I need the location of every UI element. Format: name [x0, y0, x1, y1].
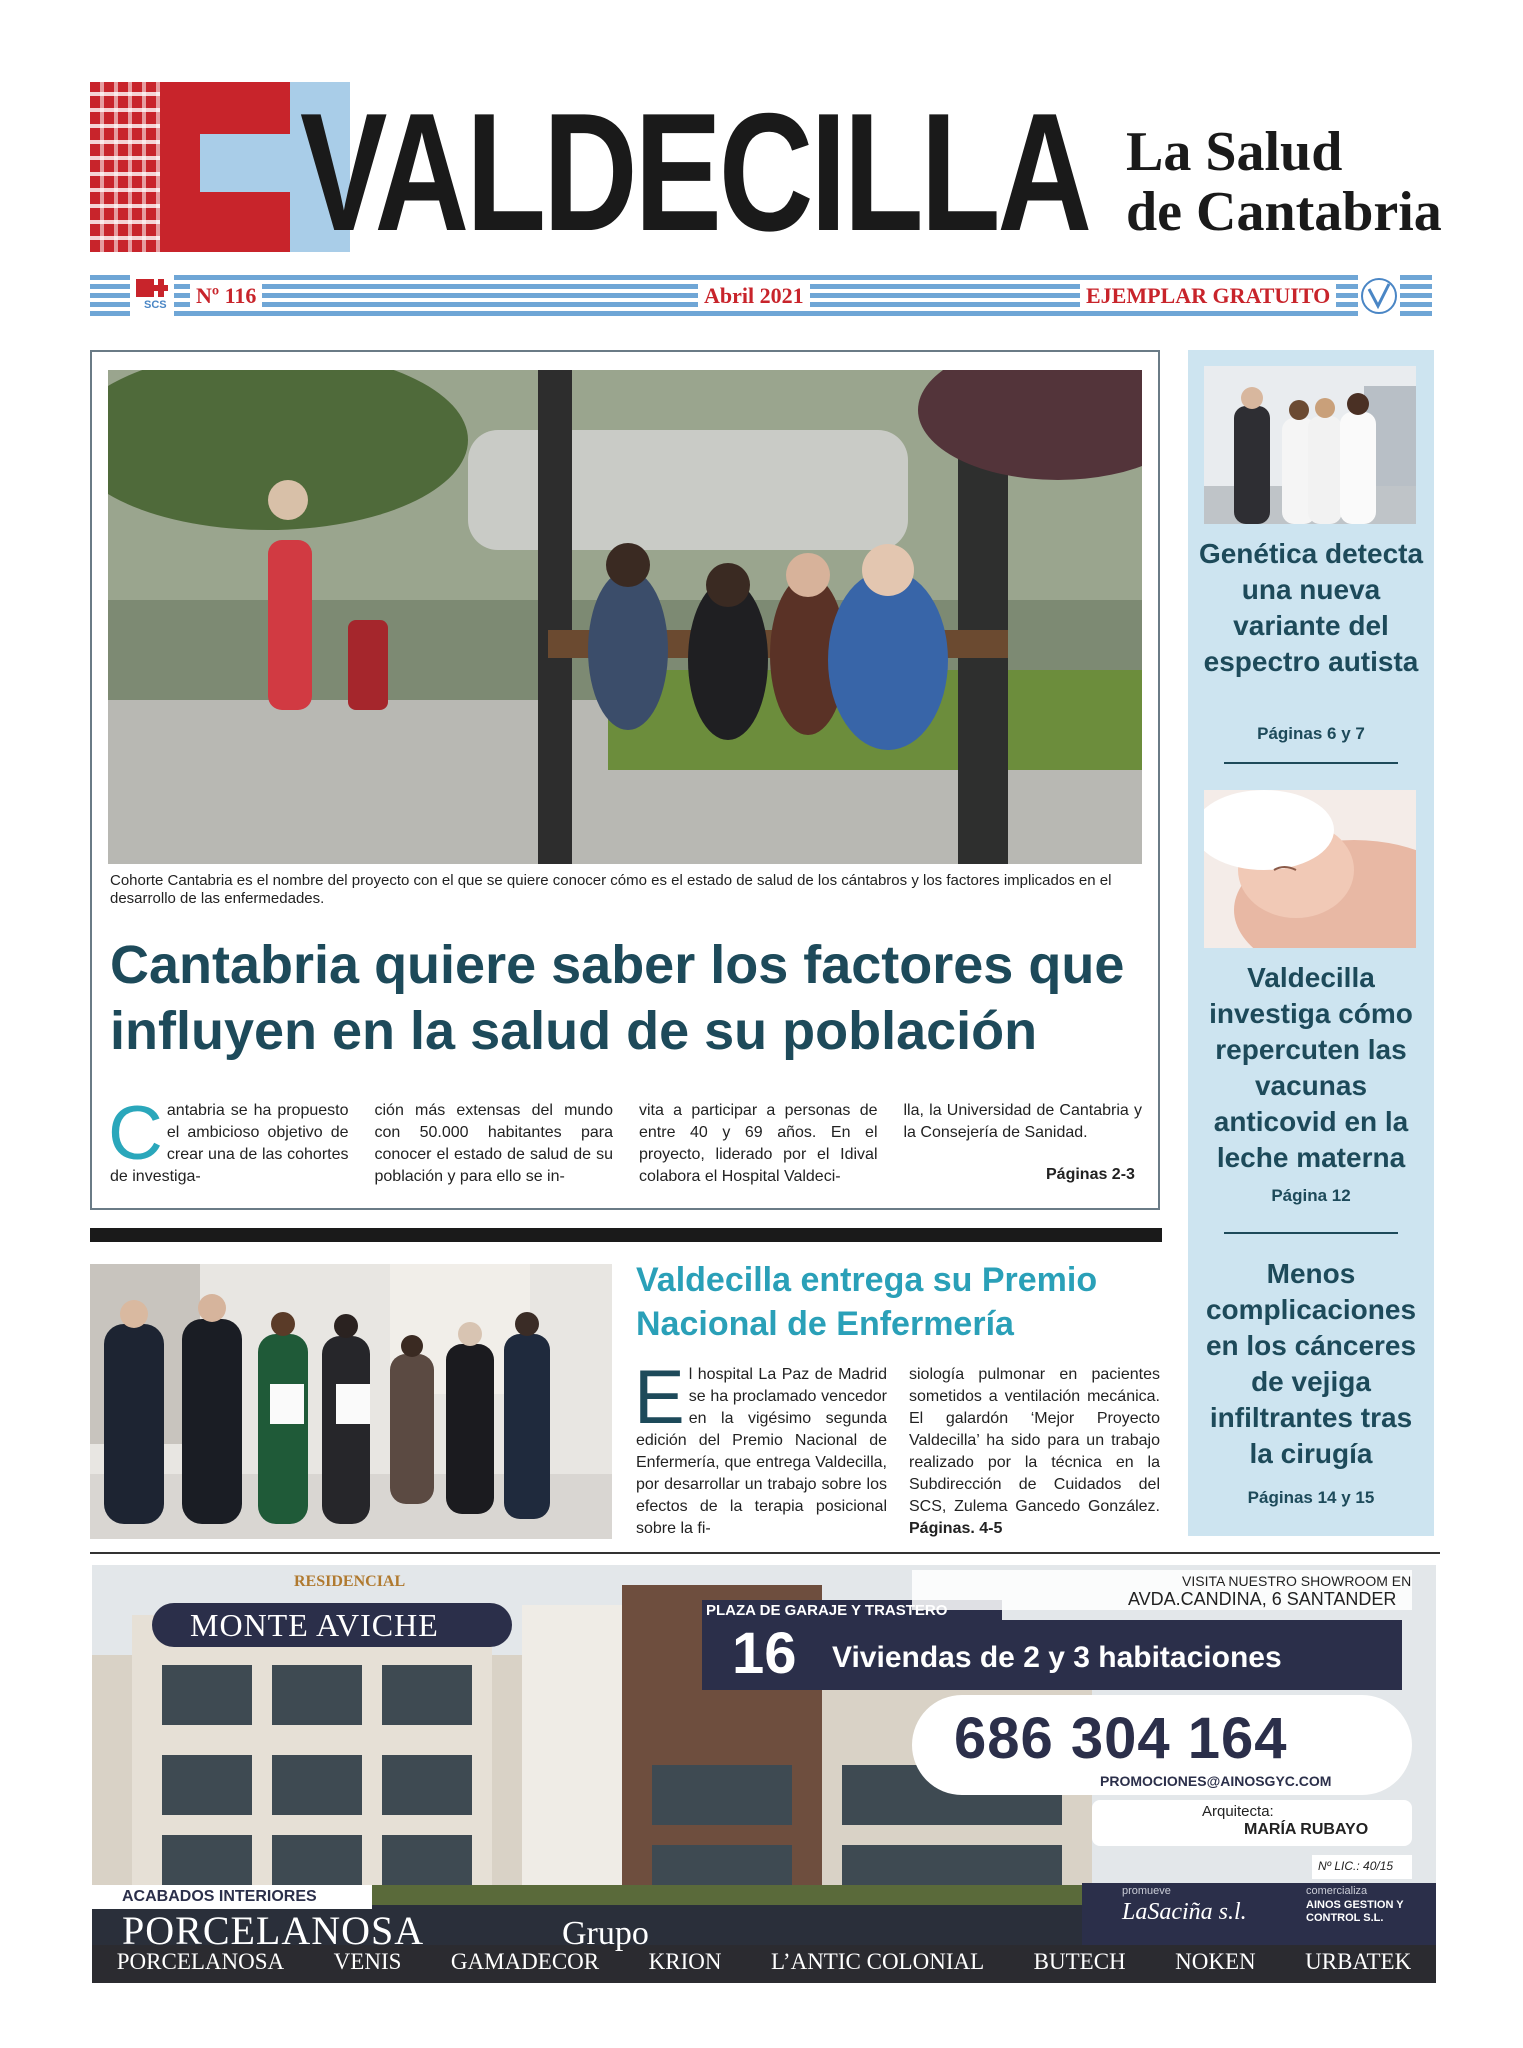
ad-brand-list	[92, 1949, 1436, 1975]
ad-showroom-line-2: AVDA.CANDINA, 6 SANTANDER	[1128, 1589, 1397, 1609]
scs-logo-icon	[130, 275, 174, 317]
ad-architect-name: MARÍA RUBAYO	[1244, 1821, 1369, 1838]
ad-marketer-label: comercializa	[1306, 1885, 1368, 1897]
sidebar-headline-genetics: Genética detecta una nueva variante del espectro autista	[1198, 538, 1424, 677]
scs-label: SCS	[144, 299, 167, 311]
second-story-body	[634, 1355, 1160, 1540]
ad-units-label: Viviendas de 2 y 3 habitaciones	[832, 1641, 1282, 1674]
advertisement[interactable]	[92, 1565, 1436, 1983]
ad-brand: PORCELANOSA	[116, 1949, 285, 1974]
ad-unit-count: 16	[732, 1621, 797, 1686]
sidebar-headline-bladder: Menos complicaciones en los cánceres de vejiga infiltrantes tras la cirugía	[1205, 1258, 1417, 1469]
valdecilla-v-icon	[1358, 275, 1400, 317]
sidebar-pages-vaccines[interactable]: Página 12	[1271, 1186, 1351, 1205]
ad-architect-label: Arquitecta:	[1202, 1803, 1274, 1820]
issue-date: Abril 2021	[698, 282, 810, 310]
ad-phone-number[interactable]: 686 304 164	[954, 1706, 1288, 1771]
masthead-logo-icon	[90, 82, 290, 252]
second-story-photo	[90, 1264, 612, 1539]
ad-email[interactable]: PROMOCIONES@AINOSGYC.COM	[1100, 1773, 1332, 1789]
second-body-column-2	[909, 1364, 1160, 1540]
main-story-body	[108, 1091, 1142, 1188]
ad-showroom-line-1: VISITA NUESTRO SHOWROOM EN	[1182, 1573, 1412, 1589]
masthead-title: VALDECILLA	[300, 78, 1089, 266]
main-body-text-1: antabria se ha propuesto el ambicioso objetivo de crear una de las cohortes de investiga-	[110, 1102, 349, 1185]
ad-garage-label: PLAZA DE GARAJE Y TRASTERO	[706, 1602, 948, 1619]
sidebar-divider	[1224, 762, 1398, 764]
sidebar-pages-bladder[interactable]: Páginas 14 y 15	[1247, 1488, 1375, 1507]
ad-porcelanosa-logo: PORCELANOSA	[122, 1908, 425, 1953]
subtitle-line-2: de Cantabria	[1126, 181, 1442, 243]
second-dropcap: E	[634, 1355, 685, 1440]
issue-number: Nº 116	[190, 282, 262, 310]
section-divider	[90, 1228, 1162, 1242]
ad-brand: BUTECH	[1033, 1949, 1126, 1974]
second-story-pages[interactable]: Páginas. 4-5	[909, 1520, 1003, 1537]
sidebar	[1188, 350, 1434, 1536]
ad-brand: GAMADECOR	[450, 1949, 600, 1974]
ad-marketer-name: AINOS GESTION Y CONTROL S.L.	[1306, 1899, 1404, 1924]
ad-divider	[90, 1552, 1440, 1554]
ad-finishes-label: ACABADOS INTERIORES	[122, 1888, 317, 1905]
subtitle-line-1: La Salud	[1126, 121, 1343, 183]
ad-license: Nº LIC.: 40/15	[1318, 1859, 1394, 1873]
main-photo-caption: Cohorte Cantabria es el nombre del proyecto con el que se quiere conocer cómo es el estado de salud de los cántabros y los factores implicados en el desarrollo de las enfermedades.	[110, 872, 1112, 907]
sidebar-headline-vaccines: Valdecilla investiga cómo repercuten las vacunas anticovid en la leche materna	[1209, 962, 1413, 1173]
masthead-subtitle	[1126, 122, 1442, 242]
main-body-column-3: vita a participar a personas de entre 40 y 69 años. En el proyecto, liderado por el Idival colabora el Hospital Valdeci-	[639, 1102, 878, 1185]
second-body-text-2: siología pulmonar en pacientes sometidos a ventilación mecánica. El galardón ‘Mejor Proyecto Valdecilla’ ha sido para un trabajo realizado por la técnica en la Subdirección de Cuidados del SCS, Zulema Gancedo González.	[909, 1366, 1160, 1515]
ad-brand: L’ANTIC COLONIAL	[770, 1949, 985, 1974]
second-body-column-1	[634, 1355, 887, 1540]
masthead-info-band	[90, 275, 1432, 317]
ad-residencial-label: RESIDENCIAL	[294, 1573, 406, 1590]
sidebar-photo-genetics	[1204, 366, 1416, 524]
main-story-headline: Cantabria quiere saber los factores que influyen en la salud de su población	[110, 935, 1125, 1061]
ad-brand: URBATEK	[1305, 1949, 1412, 1974]
second-body-text-1: l hospital La Paz de Madrid se ha proclamado vencedor en la vigésimo segunda edición del Premio Nacional de Enfermería, que entrega Valdecilla, por desarrollar un trabajo sobre los efectos de la terapia posicional sobre la fi-	[636, 1366, 887, 1537]
sidebar-photo-baby	[1204, 790, 1416, 948]
ad-grupo-label: Grupo	[562, 1915, 649, 1952]
sidebar-divider	[1224, 1232, 1398, 1234]
ad-brand: NOKEN	[1175, 1949, 1256, 1974]
main-dropcap: C	[108, 1091, 163, 1176]
sidebar-pages-genetics[interactable]: Páginas 6 y 7	[1257, 724, 1365, 743]
free-copy-label: EJEMPLAR GRATUITO	[1080, 282, 1336, 310]
main-body-column-1	[108, 1091, 349, 1188]
ad-brand: VENIS	[333, 1949, 402, 1974]
main-story-pages[interactable]: Páginas 2-3	[1046, 1166, 1135, 1183]
ad-project-name: MONTE AVICHE	[190, 1607, 439, 1643]
main-story-photo	[108, 370, 1142, 864]
main-body-column-4: lla, la Universidad de Cantabria y la Consejería de Sanidad.	[903, 1102, 1142, 1141]
ad-promoter-label: promueve	[1122, 1885, 1171, 1897]
main-body-column-2: ción más extensas del mundo con 50.000 habitantes para conocer el estado de salud de su población y para ello se in-	[374, 1102, 613, 1185]
second-story-headline: Valdecilla entrega su Premio Nacional de Enfermería	[636, 1261, 1098, 1343]
ad-promoter-name: LaSaciña s.l.	[1122, 1899, 1247, 1925]
ad-brand: KRION	[648, 1949, 722, 1974]
